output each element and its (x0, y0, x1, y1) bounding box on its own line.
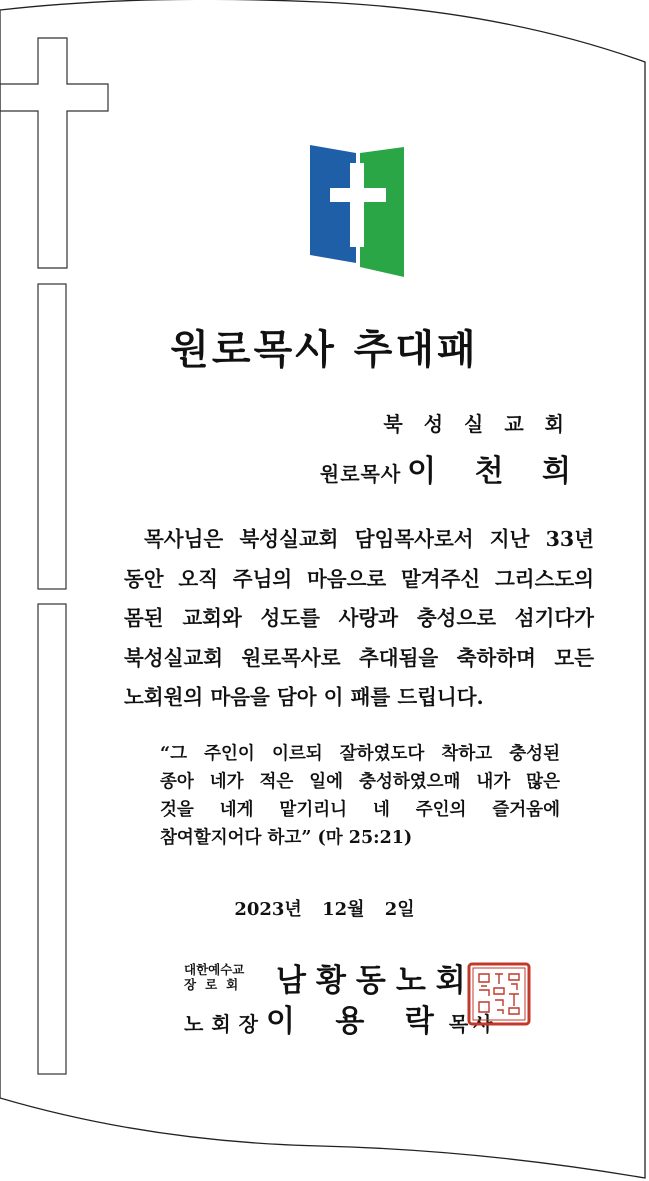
church-logo (310, 145, 406, 277)
logo-blue-panel (310, 145, 356, 263)
presentation-date: 2023년 12월 2일 (234, 899, 415, 920)
denomination-label (184, 962, 247, 992)
plaque-title: 원로목사 추대패 (170, 327, 479, 373)
presbytery-name: 남황동노회 (276, 963, 476, 999)
moderator-name: 이 용 락 (265, 1004, 449, 1039)
scripture-line: “그 주인이 이르되 잘하였도다 착하고 충성된 (160, 744, 560, 764)
scripture-quote (160, 740, 560, 852)
moderator-suffix: 목사 (448, 1012, 498, 1036)
scripture-line: 것을 네게 맡기리니 네 주인의 즐거움에 (160, 800, 560, 820)
church-name: 북성실교회 (383, 412, 585, 436)
scripture-line: 참여할지어다 하고” (마 25:21) (160, 828, 413, 848)
denomination-name: 대한예수교 (184, 962, 245, 977)
honoree-name: 이 천 희 (407, 454, 585, 489)
dedication-text (124, 520, 594, 718)
dedication-line: 몸된 교회와 성도를 사랑과 충성으로 섬기다가 (124, 606, 594, 630)
official-seal-icon (467, 962, 531, 1026)
denomination-suffix: 장로회 (184, 977, 248, 992)
moderator-line (184, 996, 497, 1040)
dedication-line: 동안 오직 주님의 마음으로 맡겨주신 그리스도의 (124, 566, 594, 591)
dedication-line: 목사님은 북성실교회 담임목사로서 지난 33년 (144, 527, 594, 551)
honoree-role: 원로목사 (319, 462, 402, 486)
dedication-line: 북성실교회 원로목사로 추대됨을 축하하며 모든 (124, 645, 594, 670)
logo-green-panel (360, 147, 404, 277)
dedication-line: 노회원의 마음을 담아 이 패를 드립니다. (124, 685, 484, 709)
moderator-title: 노회장 (184, 1012, 266, 1036)
scripture-line: 종아 네가 적은 일에 충성하였으매 내가 많은 (160, 772, 560, 792)
honoree-line (320, 446, 585, 490)
